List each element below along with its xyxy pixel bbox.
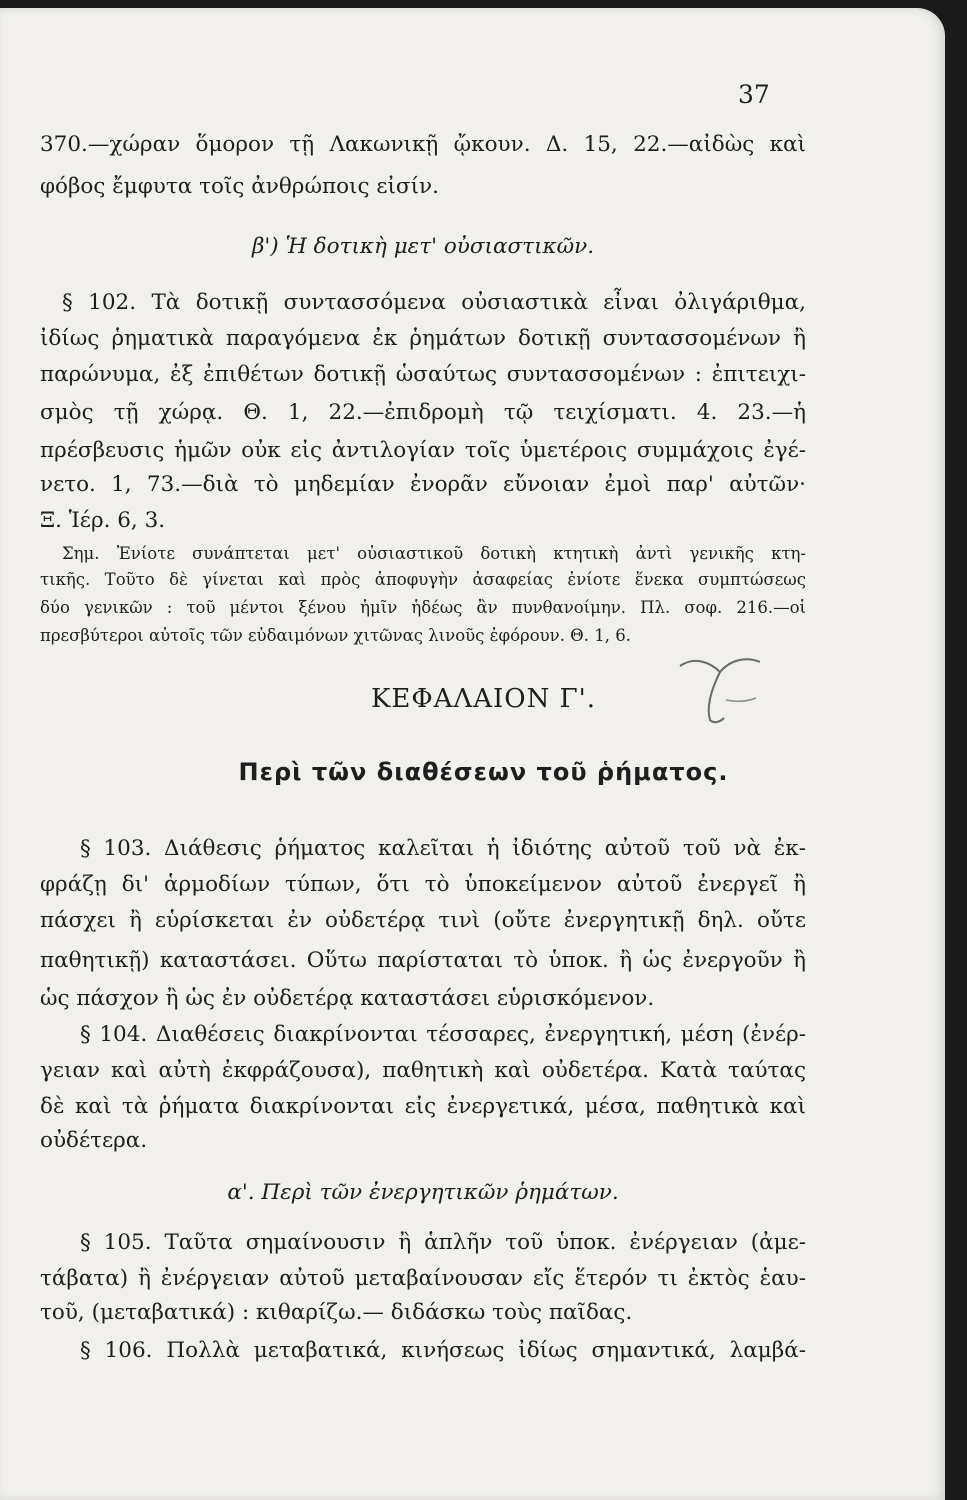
note-line: πρεσβύτεροι αὐτοῖς τῶν εὐδαιμόνων χιτῶνας λινοῦς ἐφόρουν. Θ. 1, 6. (40, 626, 631, 645)
text-line: πρέσβευσις ἡμῶν οὐκ εἰς ἀντιλογίαν τοῖς ὑμετέροις συμμάχοις ἐγέ- (40, 438, 806, 463)
text-line: § 104. Διαθέσεις διακρίνονται τέσσαρες, ἐνεργητική, μέση (ἐνέρ- (80, 1022, 806, 1047)
text-line: παθητικῇ) καταστάσει. Οὕτω παρίσταται τὸ ὑποκ. ἢ ὡς ἐνεργοῦν ἢ (40, 948, 806, 973)
subheading: α'. Περὶ τῶν ἐνεργητικῶν ῥημάτων. (227, 1180, 619, 1205)
text-line: τοῦ, (μεταβατικά) : κιθαρίζω.— διδάσκω τοὺς παῖδας. (40, 1300, 633, 1325)
text-line: σμὸς τῇ χώρᾳ. Θ. 1, 22.—ἐπιδρομὴ τῷ τειχίσματι. 4. 23.—ἡ (40, 400, 806, 425)
note-line: δύο γενικῶν : τοῦ μέντοι ξένου ἡμῖν ἡδέως ἂν πυνθανοίμην. Πλ. σοφ. 216.—οἱ (40, 598, 806, 617)
text-line: ὡς πάσχον ἢ ὡς ἐν οὐδετέρᾳ καταστάσει εὑρισκόμενον. (40, 986, 655, 1011)
text-line: φόβος ἔμφυτα τοῖς ἀνθρώποις εἰσίν. (40, 174, 439, 199)
text-line: τάβατα) ἢ ἐνέργειαν αὐτοῦ μεταβαίνουσαν εἴς ἕτερόν τι ἐκτὸς ἑαυ- (40, 1266, 806, 1291)
text-line: § 103. Διάθεσις ῥήματος καλεῖται ἡ ἰδιότης αὐτοῦ τοῦ νὰ ἐκ- (80, 836, 806, 861)
text-line: Ξ. Ἱέρ. 6, 3. (40, 508, 166, 533)
note-line: Σημ. Ἐνίοτε συνάπτεται μετ' οὐσιαστικοῦ δοτικὴ κτητικὴ ἀντὶ γενικῆς κτη- (62, 544, 806, 563)
text-line: § 102. Τὰ δοτικῇ συντασσόμενα οὐσιαστικὰ εἶναι ὀλιγάριθμα, (62, 290, 806, 315)
chapter-heading: ΚΕΦΑΛΑΙΟΝ Γ'. (370, 684, 597, 714)
text-line: πάσχει ἢ εὑρίσκεται ἐν οὐδετέρᾳ τινὶ (οὔτε ἐνεργητικῇ δηλ. οὔτε (40, 908, 806, 933)
text-line: § 106. Πολλὰ μεταβατικά, κινήσεως ἰδίως σημαντικά, λαμβά- (80, 1338, 806, 1363)
subheading: β') Ἡ δοτικὴ μετ' οὐσιαστικῶν. (251, 234, 595, 259)
text-line: παρώνυμα, ἐξ ἐπιθέτων δοτικῇ ὡσαύτως συντασσομένων : ἐπιτειχι- (40, 362, 806, 387)
text-line: οὐδέτερα. (40, 1128, 148, 1153)
text-line: 370.—χώραν ὅμορον τῇ Λακωνικῇ ᾤκουν. Δ. 15, 22.—αἰδὼς καὶ (40, 132, 806, 157)
text-line: φράζῃ δι' ἁρμοδίων τύπων, ὅτι τὸ ὑποκείμενον αὐτοῦ ἐνεργεῖ ἢ (40, 872, 806, 897)
text-line: δὲ καὶ τὰ ῥήματα διακρίνονται εἰς ἐνεργετικά, μέσα, παθητικὰ καὶ (40, 1094, 806, 1119)
chapter-title: Περὶ τῶν διαθέσεων τοῦ ῥήματος. (238, 758, 729, 786)
text-line: ἰδίως ῥηματικὰ παραγόμενα ἐκ ῥημάτων δοτικῇ συντασσομένων ἢ (40, 326, 806, 351)
text-line: § 105. Ταῦτα σημαίνουσιν ἢ ἁπλῆν τοῦ ὑποκ. ἐνέργειαν (ἀμε- (80, 1230, 806, 1255)
note-line: τικῆς. Τοῦτο δὲ γίνεται καὶ πρὸς ἀποφυγὴν ἀσαφείας ἐνίοτε ἕνεκα συμπτώσεως (40, 570, 806, 589)
text-line: γειαν καὶ αὐτὴ ἐκφράζουσα), παθητικὴ καὶ οὐδετέρα. Κατὰ ταύτας (40, 1058, 806, 1083)
page-number: 37 (738, 80, 770, 109)
text-line: νετο. 1, 73.—διὰ τὸ μηδεμίαν ἐνορᾶν εὔνοιαν ἐμοὶ παρ' αὐτῶν· (40, 472, 806, 497)
